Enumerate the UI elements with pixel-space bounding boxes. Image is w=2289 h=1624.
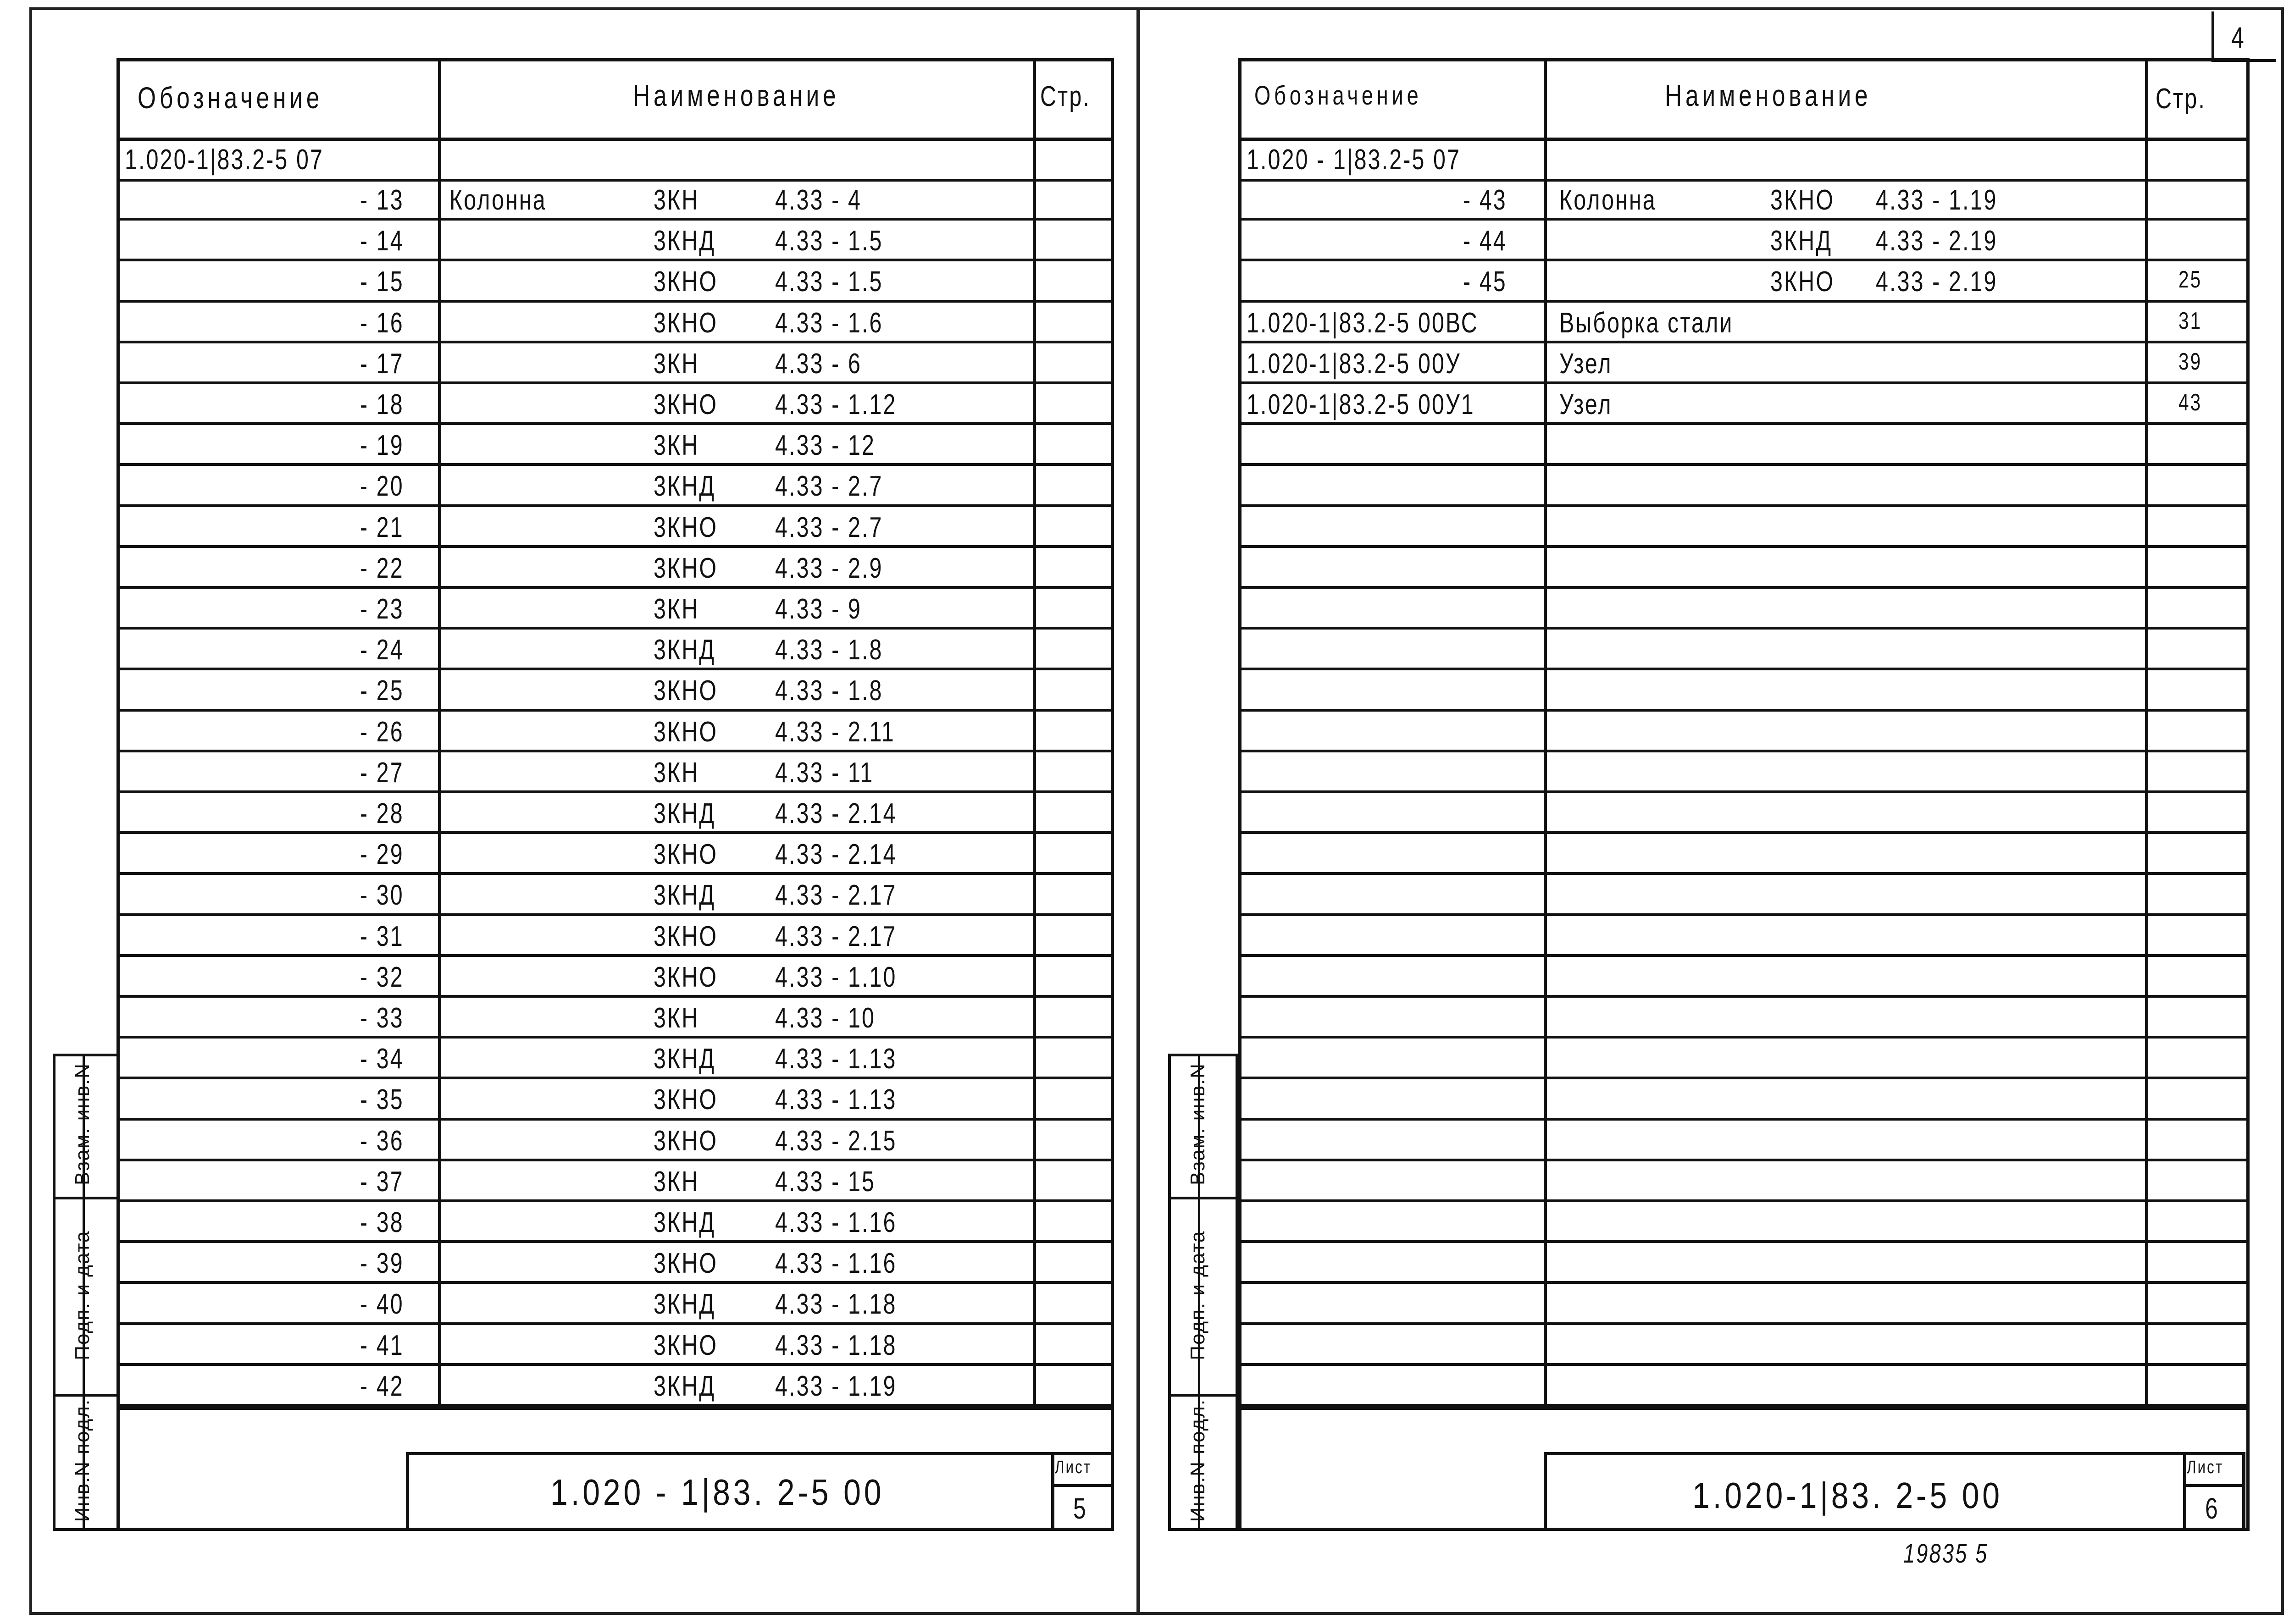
empty-table-row [1238, 548, 2250, 589]
row-size: 4.33 - 1.16 [775, 1207, 897, 1238]
empty-table-row [1238, 834, 2250, 875]
table-row [116, 1284, 1114, 1325]
row-mark: 3КНД [654, 634, 716, 666]
empty-table-row [1238, 1079, 2250, 1120]
row-size: 4.33 - 1.8 [775, 675, 883, 707]
row-designation: - 21 [360, 511, 404, 543]
table-row [1238, 221, 2250, 261]
table-row [116, 507, 1114, 548]
table-row [116, 1038, 1114, 1079]
row-size: 4.33 - 1.8 [775, 634, 883, 666]
row-mark: 3КН [654, 430, 699, 462]
empty-table-row [1238, 1325, 2250, 1366]
stamp-signature: Подп. и дата [1186, 1230, 1209, 1360]
table-row [116, 261, 1114, 302]
row-mark: 3КН [654, 1166, 699, 1198]
row-designation: - 16 [360, 307, 404, 339]
empty-table-row [1238, 998, 2250, 1038]
table-row [116, 712, 1114, 752]
table-row [1238, 180, 2250, 221]
empty-table-row [1238, 1366, 2250, 1407]
row-size: 4.33 - 12 [775, 430, 876, 462]
row-designation: - 17 [360, 348, 404, 380]
stamp-inventory: Инв.N подл. [71, 1398, 94, 1522]
row-mark: 3КНО [654, 716, 718, 748]
table-row [116, 630, 1114, 670]
header-name: Наименование [633, 78, 840, 112]
sheet-label: Лист [2187, 1457, 2224, 1477]
table-row [116, 425, 1114, 466]
table-row [116, 466, 1114, 507]
table-row [116, 1325, 1114, 1366]
row-designation: - 26 [360, 716, 404, 748]
table-row [116, 1366, 1114, 1407]
row-designation: - 29 [360, 839, 404, 871]
series-code: 1.020-1|83.2-5 07 [125, 144, 324, 176]
stamp-signature: Подп. и дата [71, 1230, 94, 1360]
empty-table-row [1238, 1202, 2250, 1243]
row-mark: 3КН [654, 593, 699, 625]
sheet-number: 5 [1073, 1492, 1087, 1525]
row-mark: 3КНО [1770, 266, 1835, 298]
row-mark: 3КНО [654, 1329, 718, 1361]
empty-table-row [1238, 670, 2250, 711]
row-mark: 3КНД [654, 225, 716, 257]
row-size: 4.33 - 10 [775, 1002, 876, 1034]
row-size: 4.33 - 1.18 [775, 1288, 897, 1320]
empty-table-row [1238, 507, 2250, 548]
row-designation: - 27 [360, 757, 404, 789]
row-size: 4.33 - 2.17 [775, 920, 897, 952]
row-designation: - 44 [1463, 225, 1507, 257]
row-designation: - 40 [360, 1288, 404, 1320]
row-mark: 3КНД [654, 1043, 716, 1075]
row-size: 4.33 - 1.16 [775, 1248, 897, 1280]
row-size: 4.33 - 2.14 [775, 839, 897, 871]
row-designation: - 19 [360, 430, 404, 462]
row-size: 4.33 - 2.19 [1876, 225, 1998, 257]
row-designation: - 28 [360, 798, 404, 829]
row-designation: - 30 [360, 879, 404, 911]
row-designation: - 45 [1463, 266, 1507, 298]
corner-page-number: 4 [2231, 21, 2245, 54]
row-mark: 3КНД [654, 470, 716, 503]
row-size: 4.33 - 2.15 [775, 1125, 897, 1157]
empty-table-row [1238, 1121, 2250, 1161]
row-designation: - 38 [360, 1207, 404, 1238]
header-designation: Обозначение [138, 81, 323, 115]
row-mark: 3КНД [1770, 225, 1833, 257]
row-designation: - 32 [360, 961, 404, 993]
row-name: Выборка стали [1559, 307, 1734, 339]
row-designation: - 36 [360, 1125, 404, 1157]
row-mark: 3КНО [654, 552, 718, 584]
row-page: 43 [2178, 389, 2202, 416]
row-mark: 3КНО [654, 511, 718, 543]
row-designation: - 39 [360, 1248, 404, 1280]
row-size: 4.33 - 15 [775, 1166, 876, 1198]
row-size: 4.33 - 1.13 [775, 1043, 897, 1075]
row-mark: 3КНД [654, 1288, 716, 1320]
row-mark: 3КНО [654, 675, 718, 707]
empty-table-row [1238, 1243, 2250, 1284]
row-designation: 1.020-1|83.2-5 00У1 [1247, 389, 1475, 420]
empty-table-row [1238, 630, 2250, 670]
row-designation: - 13 [360, 184, 404, 216]
empty-table-row [1238, 712, 2250, 752]
stamp-replaced: Взам. инв.N [71, 1063, 94, 1185]
row-designation: - 43 [1463, 184, 1507, 216]
row-size: 4.33 - 2.7 [775, 511, 883, 543]
table-row [116, 1243, 1114, 1284]
row-mark: 3КН [654, 1002, 699, 1034]
table-row [116, 998, 1114, 1038]
empty-table-row [1238, 875, 2250, 916]
row-size: 4.33 - 1.18 [775, 1329, 897, 1361]
row-page: 25 [2178, 266, 2202, 293]
series-code: 1.020 - 1|83.2-5 07 [1247, 144, 1461, 176]
row-mark: 3КНО [1770, 184, 1835, 216]
table-row [1238, 261, 2250, 302]
empty-table-row [1238, 1161, 2250, 1202]
empty-table-row [1238, 1284, 2250, 1325]
row-size: 4.33 - 2.19 [1876, 266, 1998, 298]
document-code: 1.020 - 1|83. 2-5 00 [550, 1472, 885, 1513]
row-size: 4.33 - 9 [775, 593, 862, 625]
row-mark: 3КНО [654, 1084, 718, 1116]
table-row [116, 1161, 1114, 1202]
empty-table-row [1238, 752, 2250, 793]
empty-table-row [1238, 957, 2250, 998]
row-size: 4.33 - 11 [775, 757, 874, 789]
stamp-inventory: Инв.N подл. [1186, 1398, 1209, 1522]
table-row [116, 793, 1114, 834]
row-designation: - 24 [360, 634, 404, 666]
row-size: 4.33 - 2.11 [775, 716, 895, 748]
row-designation: - 33 [360, 1002, 404, 1034]
row-mark: 3КНО [654, 1248, 718, 1280]
row-name: Колонна [449, 184, 547, 216]
row-size: 4.33 - 1.12 [775, 389, 897, 420]
header-page: Стр. [2156, 83, 2206, 115]
table-row [116, 343, 1114, 384]
table-row [116, 875, 1114, 916]
row-designation: - 25 [360, 675, 404, 707]
row-designation: - 31 [360, 920, 404, 952]
header-designation: Обозначение [1254, 81, 1422, 110]
row-size: 4.33 - 2.14 [775, 798, 897, 829]
row-designation: - 15 [360, 266, 404, 298]
row-size: 4.33 - 1.5 [775, 225, 883, 257]
table-row [116, 221, 1114, 261]
table-row [116, 589, 1114, 630]
table-row [116, 670, 1114, 711]
table-row [116, 384, 1114, 425]
row-size: 4.33 - 1.10 [775, 961, 897, 993]
row-name: Узел [1559, 348, 1613, 380]
row-mark: 3КНД [654, 1207, 716, 1238]
row-size: 4.33 - 1.19 [1876, 184, 1998, 216]
row-designation: - 37 [360, 1166, 404, 1198]
row-designation: - 35 [360, 1084, 404, 1116]
row-size: 4.33 - 6 [775, 348, 862, 380]
row-designation: - 22 [360, 552, 404, 584]
table-row [116, 1121, 1114, 1161]
empty-table-row [1238, 425, 2250, 466]
row-name: Узел [1559, 389, 1613, 420]
table-row [116, 834, 1114, 875]
row-designation: - 18 [360, 389, 404, 420]
row-size: 4.33 - 1.13 [775, 1084, 897, 1116]
empty-table-row [1238, 793, 2250, 834]
sheet-number: 6 [2205, 1492, 2219, 1525]
empty-table-row [1238, 1038, 2250, 1079]
row-designation: - 34 [360, 1043, 404, 1075]
empty-table-row [1238, 916, 2250, 957]
row-designation: 1.020-1|83.2-5 00У [1247, 348, 1461, 380]
empty-table-row [1238, 466, 2250, 507]
row-size: 4.33 - 1.6 [775, 307, 883, 339]
stamp-replaced: Взам. инв.N [1186, 1063, 1209, 1185]
row-designation: - 42 [360, 1370, 404, 1402]
table-row [116, 1079, 1114, 1120]
row-mark: 3КН [654, 757, 699, 789]
row-designation: - 23 [360, 593, 404, 625]
row-size: 4.33 - 1.19 [775, 1370, 897, 1402]
row-designation: - 14 [360, 225, 404, 257]
row-designation: - 41 [360, 1329, 404, 1361]
row-mark: 3КНО [654, 839, 718, 871]
row-page: 31 [2178, 307, 2202, 334]
empty-table-row [1238, 589, 2250, 630]
row-mark: 3КНД [654, 1370, 716, 1402]
row-size: 4.33 - 1.5 [775, 266, 883, 298]
row-mark: 3КНО [654, 1125, 718, 1157]
row-designation: - 20 [360, 470, 404, 503]
row-mark: 3КНД [654, 879, 716, 911]
row-name: Колонна [1559, 184, 1657, 216]
row-mark: 3КН [654, 184, 699, 216]
table-row [116, 303, 1114, 343]
table-row [116, 548, 1114, 589]
header-page: Стр. [1040, 81, 1091, 112]
table-row [116, 957, 1114, 998]
document-code: 1.020-1|83. 2-5 00 [1692, 1475, 2003, 1516]
archive-number: 19835 5 [1903, 1539, 1989, 1569]
table-row [116, 1202, 1114, 1243]
row-mark: 3КНО [654, 389, 718, 420]
row-size: 4.33 - 2.17 [775, 879, 897, 911]
row-size: 4.33 - 2.9 [775, 552, 883, 584]
row-page: 39 [2178, 348, 2202, 375]
sheet-label: Лист [1055, 1457, 1092, 1477]
row-mark: 3КНД [654, 798, 716, 829]
table-row [116, 916, 1114, 957]
header-name: Наименование [1665, 78, 1872, 112]
row-mark: 3КНО [654, 266, 718, 298]
row-designation: 1.020-1|83.2-5 00ВС [1247, 307, 1479, 339]
row-mark: 3КН [654, 348, 699, 380]
table-row [116, 752, 1114, 793]
row-mark: 3КНО [654, 961, 718, 993]
row-mark: 3КНО [654, 920, 718, 952]
row-size: 4.33 - 4 [775, 184, 862, 216]
row-size: 4.33 - 2.7 [775, 470, 883, 503]
row-mark: 3КНО [654, 307, 718, 339]
table-row [116, 180, 1114, 221]
